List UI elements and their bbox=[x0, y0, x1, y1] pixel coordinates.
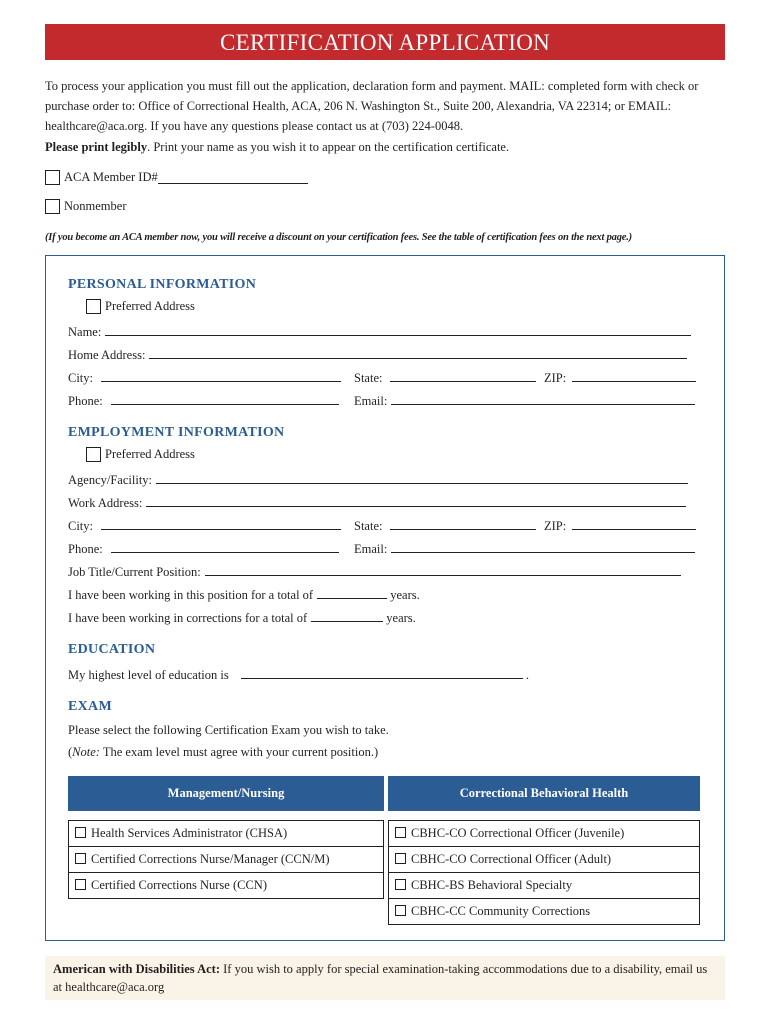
city-field[interactable] bbox=[101, 369, 341, 382]
employment-zip-row bbox=[544, 517, 696, 534]
agency-row bbox=[68, 471, 688, 488]
col-behavioral-health: Correctional Behavioral Health bbox=[389, 777, 700, 811]
exam-note-open: ( bbox=[68, 745, 73, 759]
checkbox-icon[interactable] bbox=[75, 853, 86, 864]
discount-note: (If you become an ACA member now, you will receive a discount on your certification fees. See the table of certification fees on the next page.) bbox=[45, 232, 632, 243]
phone-label: Phone: bbox=[68, 394, 103, 408]
checkbox-icon[interactable] bbox=[395, 879, 406, 890]
employment-preferred-label: Preferred Address bbox=[105, 447, 195, 461]
education-label: My highest level of education is bbox=[68, 668, 229, 682]
home-address-label: Home Address: bbox=[68, 348, 146, 362]
personal-phone-row bbox=[68, 392, 339, 409]
phone-field[interactable] bbox=[111, 392, 339, 405]
state-label: State: bbox=[354, 371, 383, 385]
agency-field[interactable] bbox=[156, 471, 688, 484]
member-option bbox=[45, 170, 308, 185]
print-instruction-bold: Please print legibly bbox=[45, 140, 148, 154]
education-row bbox=[68, 666, 529, 683]
table-gap bbox=[69, 811, 700, 821]
exam-instruction: Please select the following Certification Exam you wish to take. bbox=[68, 723, 389, 737]
table-row bbox=[69, 847, 700, 873]
table-row bbox=[69, 873, 700, 899]
empty-cell bbox=[69, 899, 384, 925]
employment-state-row bbox=[354, 517, 536, 534]
exam-option-cbhc-cc[interactable]: CBHC-CC Community Corrections bbox=[389, 899, 700, 925]
nonmember-option bbox=[45, 199, 126, 214]
home-address-field[interactable] bbox=[149, 346, 687, 359]
work-address-field[interactable] bbox=[146, 494, 686, 507]
work-email-field[interactable] bbox=[391, 540, 695, 553]
job-title-label: Job Title/Current Position: bbox=[68, 565, 201, 579]
personal-zip-row bbox=[544, 369, 696, 386]
work-address-row bbox=[68, 494, 686, 511]
name-field[interactable] bbox=[105, 323, 691, 336]
member-checkbox[interactable] bbox=[45, 170, 60, 185]
job-title-row bbox=[68, 563, 681, 580]
work-address-label: Work Address: bbox=[68, 496, 143, 510]
intro-paragraph: To process your application you must fill out the application, declaration form and payment. MAIL: completed form with check or purchase order to: Office of Correctional Health, ACA, 206 N. Washington St., Suite 200, Alexandria, VA 22314; or EMAIL: healthcare@aca.org. If you have any questions please contact us at (703) 224-0048. bbox=[45, 79, 699, 133]
employment-city-row bbox=[68, 517, 341, 534]
personal-preferred-option bbox=[86, 299, 195, 314]
work-city-label: City: bbox=[68, 519, 94, 533]
table-row bbox=[69, 899, 700, 925]
personal-email-row bbox=[354, 392, 695, 409]
personal-preferred-checkbox[interactable] bbox=[86, 299, 101, 314]
job-title-field[interactable] bbox=[205, 563, 681, 576]
state-field[interactable] bbox=[390, 369, 536, 382]
employment-preferred-checkbox[interactable] bbox=[86, 447, 101, 462]
ada-notice-text: If you wish to apply for special examination-taking accommodations due to a disability, email us at healthcare@aca.org bbox=[53, 962, 708, 994]
exam-option-chsa[interactable]: Health Services Administrator (CHSA) bbox=[69, 821, 384, 847]
exam-note-text: The exam level must agree with your current position.) bbox=[99, 745, 379, 759]
checkbox-icon[interactable] bbox=[395, 853, 406, 864]
personal-preferred-label: Preferred Address bbox=[105, 299, 195, 313]
exam-note bbox=[68, 745, 378, 760]
exam-option-ccn[interactable]: Certified Corrections Nurse (CCN) bbox=[69, 873, 384, 899]
position-years-field[interactable] bbox=[317, 586, 387, 599]
exam-option-ccnm[interactable]: Certified Corrections Nurse/Manager (CCN/M) bbox=[69, 847, 384, 873]
zip-label: ZIP: bbox=[544, 371, 567, 385]
corrections-years-label: I have been working in corrections for a total of bbox=[68, 611, 308, 625]
education-heading: EDUCATION bbox=[68, 642, 156, 657]
col-management-nursing: Management/Nursing bbox=[69, 777, 384, 811]
zip-field[interactable] bbox=[572, 369, 696, 382]
employment-heading: EMPLOYMENT INFORMATION bbox=[68, 425, 285, 440]
employment-phone-row bbox=[68, 540, 339, 557]
position-years-suffix: years. bbox=[390, 588, 420, 602]
corrections-years-suffix: years. bbox=[386, 611, 416, 625]
nonmember-label: Nonmember bbox=[64, 199, 127, 213]
corrections-years-field[interactable] bbox=[311, 609, 383, 622]
city-label: City: bbox=[68, 371, 94, 385]
work-phone-label: Phone: bbox=[68, 542, 103, 556]
exam-note-label: Note: bbox=[72, 745, 100, 759]
form-title: CERTIFICATION APPLICATION bbox=[45, 24, 725, 60]
agency-label: Agency/Facility: bbox=[68, 473, 153, 487]
checkbox-icon[interactable] bbox=[395, 827, 406, 838]
personal-state-row bbox=[354, 369, 536, 386]
home-address-row bbox=[68, 346, 687, 363]
ada-notice-bold: American with Disabilities Act: bbox=[53, 962, 220, 976]
nonmember-checkbox[interactable] bbox=[45, 199, 60, 214]
ada-notice bbox=[45, 956, 725, 1000]
work-zip-field[interactable] bbox=[572, 517, 696, 530]
employment-preferred-option bbox=[86, 447, 195, 462]
education-field[interactable] bbox=[241, 666, 523, 679]
work-email-label: Email: bbox=[354, 542, 388, 556]
exam-option-cbhc-bs[interactable]: CBHC-BS Behavioral Specialty bbox=[389, 873, 700, 899]
position-years-row bbox=[68, 586, 420, 603]
member-id-field[interactable] bbox=[158, 171, 308, 184]
work-state-label: State: bbox=[354, 519, 383, 533]
name-label: Name: bbox=[68, 325, 102, 339]
work-state-field[interactable] bbox=[390, 517, 536, 530]
personal-city-row bbox=[68, 369, 341, 386]
work-city-field[interactable] bbox=[101, 517, 341, 530]
exam-heading: EXAM bbox=[68, 699, 112, 714]
email-label: Email: bbox=[354, 394, 388, 408]
employment-email-row bbox=[354, 540, 695, 557]
email-field[interactable] bbox=[391, 392, 695, 405]
print-instruction bbox=[45, 140, 509, 155]
name-row bbox=[68, 323, 691, 340]
corrections-years-row bbox=[68, 609, 416, 626]
member-label: ACA Member ID# bbox=[64, 170, 158, 184]
exam-option-cbhc-co-juvenile[interactable]: CBHC-CO Correctional Officer (Juvenile) bbox=[389, 821, 700, 847]
personal-heading: PERSONAL INFORMATION bbox=[68, 277, 257, 292]
checkbox-icon[interactable] bbox=[395, 905, 406, 916]
work-phone-field[interactable] bbox=[111, 540, 339, 553]
exam-table-header bbox=[69, 777, 700, 811]
education-period: . bbox=[525, 668, 529, 682]
print-instruction-rest: . Print your name as you wish it to appear on the certification certificate. bbox=[147, 140, 510, 154]
checkbox-icon[interactable] bbox=[75, 879, 86, 890]
exam-option-cbhc-co-adult[interactable]: CBHC-CO Correctional Officer (Adult) bbox=[389, 847, 700, 873]
work-zip-label: ZIP: bbox=[544, 519, 567, 533]
table-row bbox=[69, 821, 700, 847]
position-years-label: I have been working in this position for a total of bbox=[68, 588, 314, 602]
checkbox-icon[interactable] bbox=[75, 827, 86, 838]
exam-options-table bbox=[68, 776, 700, 925]
